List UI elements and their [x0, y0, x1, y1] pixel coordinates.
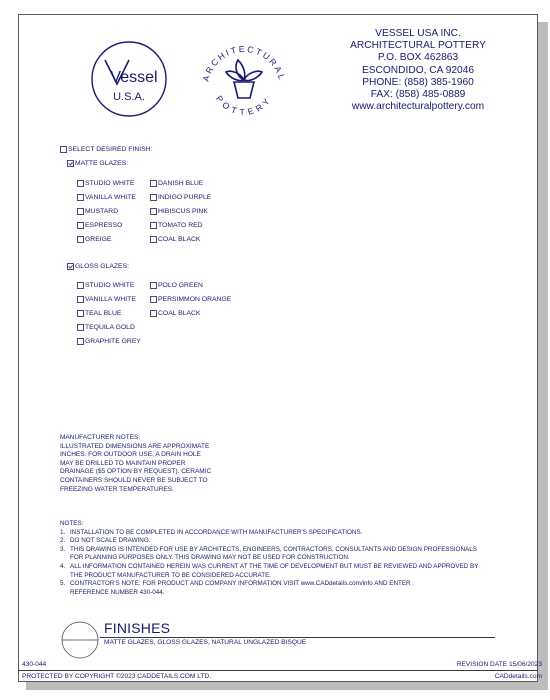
checkbox[interactable] — [150, 222, 157, 229]
gloss-option[interactable]: GRAPHITE GREY — [77, 338, 141, 345]
select-finish-heading[interactable]: SELECT DESIRED FINISH: — [60, 146, 152, 153]
checkbox[interactable] — [77, 236, 84, 243]
drawing-number: 430-044 — [22, 661, 47, 668]
arch-ring-top: ARCHITECTURAL — [200, 43, 288, 83]
note-item: 2. DO NOT SCALE DRAWING. — [60, 537, 151, 545]
gloss-option[interactable]: VANILLA WHITE — [77, 296, 136, 303]
checkbox[interactable] — [150, 310, 157, 317]
matte-option[interactable]: MUSTARD — [77, 208, 118, 215]
checkbox[interactable] — [150, 208, 157, 215]
notes-heading: NOTES: — [60, 520, 84, 527]
note-item: 3. THIS DRAWING IS INTENDED FOR USE BY ARCHITECTS, ENGINEERS, CONTRACTORS, CONSULTANTS AND DESIGN PROFESSIONALS — [60, 545, 477, 553]
checkbox[interactable] — [150, 180, 157, 187]
matte-option[interactable]: HIBISCUS PINK — [150, 208, 208, 215]
matte-option[interactable]: INDIGO PURPLE — [150, 194, 211, 201]
vessel-logo-country: U.S.A. — [113, 91, 145, 103]
gloss-option[interactable]: POLO GREEN — [150, 282, 203, 289]
arch-ring-bottom: POTTERY — [213, 93, 275, 117]
manufacturer-note-line: MAY BE DRILLED TO MAINTAIN PROPER — [60, 459, 186, 467]
matte-option[interactable]: ESPRESSO — [77, 222, 122, 229]
manufacturer-note-line: ILLUSTRATED DIMENSIONS ARE APPROXIMATE — [60, 442, 210, 450]
checkbox[interactable] — [77, 324, 84, 331]
vessel-usa-logo — [90, 40, 168, 118]
matte-option[interactable]: TOMATO RED — [150, 222, 203, 229]
manufacturer-notes — [60, 434, 220, 494]
city-state-zip: ESCONDIDO, CA 92046 — [361, 64, 475, 76]
checkbox[interactable] — [150, 282, 157, 289]
checkbox[interactable] — [77, 222, 84, 229]
title-circle-symbol — [61, 621, 99, 659]
checkbox[interactable] — [150, 296, 157, 303]
phone: PHONE: (858) 385-1960 — [362, 76, 474, 88]
matte-option[interactable]: VANILLA WHITE — [77, 194, 136, 201]
matte-option[interactable]: DANISH BLUE — [150, 180, 203, 187]
note-item: 4. ALL INFORMATION CONTAINED HEREIN WAS CURRENT AT THE TIME OF DEVELOPMENT BUT MUST BE REVIEWED AND APPROVED BY — [60, 562, 479, 570]
gloss-option[interactable]: COAL BLACK — [150, 310, 200, 317]
company-name: VESSEL USA INC. — [375, 28, 461, 39]
po-box: P.O. BOX 462863 — [377, 52, 459, 64]
gloss-option[interactable]: TEQUILA GOLD — [77, 324, 135, 331]
checkbox[interactable] — [60, 146, 67, 153]
manufacturer-note-line: CONTAINERS SHOULD NEVER BE SUBJECT TO — [60, 476, 208, 484]
plant-pot-icon — [226, 60, 262, 98]
checkbox[interactable] — [77, 310, 84, 317]
checkbox[interactable] — [77, 338, 84, 345]
matte-option[interactable]: STUDIO WHITE — [77, 180, 134, 187]
title-rule — [100, 637, 495, 638]
revision-date: REVISION DATE 15/06/2023 — [456, 661, 542, 668]
matte-option[interactable]: COAL BLACK — [150, 236, 200, 243]
company-address-block — [318, 28, 518, 113]
checkbox[interactable] — [77, 282, 84, 289]
cad-details-link[interactable]: CADdetails.com — [494, 673, 542, 680]
manufacturer-note-line: INCHES. FOR OUTDOOR USE, A DRAIN HOLE — [60, 451, 201, 459]
note-item: 1. INSTALLATION TO BE COMPLETED IN ACCORDANCE WITH MANUFACTURER'S SPECIFICATIONS. — [60, 528, 363, 536]
gloss-option[interactable]: STUDIO WHITE — [77, 282, 134, 289]
manufacturer-notes-heading: MANUFACTURER NOTES: — [60, 434, 141, 441]
drawing-subtitle: MATTE GLAZES, GLOSS GLAZES, NATURAL UNGLAZED BISQUE — [104, 639, 307, 646]
manufacturer-note-line: DRAINAGE ($5 OPTION BY REQUEST). CERAMIC — [60, 468, 212, 476]
checkbox[interactable] — [77, 194, 84, 201]
gloss-option[interactable]: TEAL BLUE — [77, 310, 121, 317]
general-notes — [60, 520, 500, 597]
checkbox[interactable] — [77, 180, 84, 187]
gloss-option[interactable]: PERSIMMON ORANGE — [150, 296, 231, 303]
note-item-continued: REFERENCE NUMBER 430-044. — [70, 588, 165, 596]
note-item-continued: THE PRODUCT MANUFACTURER TO BE CONSIDERED ACCURATE. — [70, 571, 272, 579]
note-item: 5. CONTRACTOR'S NOTE: FOR PRODUCT AND COMPANY INFORMATION VISIT www.CADdetails.com/info AND ENTER — [60, 580, 411, 588]
matte-option[interactable]: GREIGE — [77, 236, 111, 243]
company-division: ARCHITECTURAL POTTERY — [350, 40, 486, 52]
architectural-pottery-logo — [196, 36, 292, 132]
checkbox[interactable] — [77, 296, 84, 303]
gloss-glazes-heading[interactable]: GLOSS GLAZES: — [67, 263, 129, 270]
note-item-continued: FOR PLANNING PURPOSES ONLY. THIS DRAWING MAY NOT BE USED FOR CONSTRUCTION. — [70, 554, 350, 562]
website: www.architecturalpottery.com — [351, 101, 485, 113]
fax: FAX: (858) 485-0889 — [370, 89, 466, 101]
checkbox[interactable] — [150, 236, 157, 243]
drawing-title: FINISHES — [104, 620, 171, 636]
footer-rule — [18, 670, 538, 671]
vessel-logo-word: Vessel — [110, 69, 158, 86]
manufacturer-note-line: FREEZING WATER TEMPERATURES. — [60, 485, 174, 493]
checkbox-checked[interactable] — [67, 160, 74, 167]
copyright-text: PROTECTED BY COPYRIGHT ©2023 CADDETAILS.COM LTD. — [22, 673, 212, 680]
checkbox-checked[interactable] — [67, 263, 74, 270]
checkbox[interactable] — [77, 208, 84, 215]
matte-glazes-heading[interactable]: MATTE GLAZES: — [67, 160, 128, 167]
checkbox[interactable] — [150, 194, 157, 201]
